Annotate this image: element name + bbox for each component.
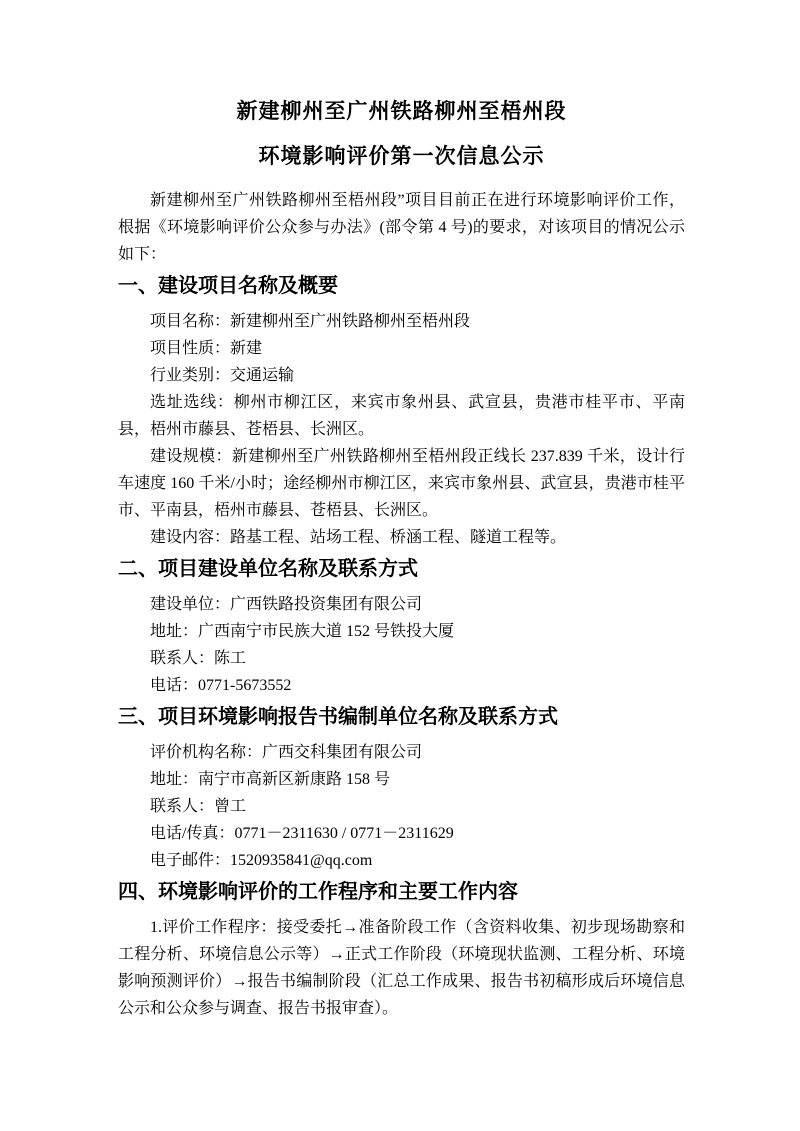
field-eia-agency-name: 评价机构名称：广西交科集团有限公司	[150, 744, 423, 761]
section-heading-work-procedure: 四、环境影响评价的工作程序和主要工作内容	[118, 881, 518, 903]
field-project-name: 项目名称：新建柳州至广州铁路柳州至梧州段	[150, 313, 471, 330]
paragraph-work-procedure: 1.评价工作程序：接受委托→准备阶段工作（含资料收集、初步现场勘察和工程分析、环境信息公示等）→正式工作阶段（环境现状监测、工程分析、环境影响预测评价）→报告书编制阶段（汇总工作成果、报告书初稿形成后环境信息公示和公众参与调查、报告书报审查）。	[118, 919, 685, 1017]
field-construction-scale: 建设规模：新建柳州至广州铁路柳州至梧州段正线长 237.839 千米，设计行车速度 160 千米/小时；途经柳州市柳江区，来宾市象州县、武宣县，贵港市桂平市、平南县，梧州市藤县、苍梧县、长洲区。	[118, 448, 685, 519]
section-heading-construction-unit: 二、项目建设单位名称及联系方式	[118, 558, 418, 580]
section-heading-project-overview: 一、建设项目名称及概要	[118, 275, 338, 297]
field-unit-phone: 电话：0771-5673552	[150, 677, 292, 694]
field-agency-contact-person: 联系人：曾工	[150, 798, 247, 815]
doc-title-line1: 新建柳州至广州铁路柳州至梧州段	[236, 100, 567, 123]
section-heading-eia-agency: 三、项目环境影响报告书编制单位名称及联系方式	[118, 706, 558, 728]
doc-title-line2: 环境影响评价第一次信息公示	[258, 145, 545, 168]
field-construction-unit: 建设单位：广西铁路投资集团有限公司	[150, 596, 423, 613]
field-construction-content: 建设内容：路基工程、站场工程、桥涵工程、隧道工程等。	[150, 529, 567, 546]
field-agency-address: 地址：南宁市高新区新康路 158 号	[150, 771, 391, 788]
field-project-nature: 项目性质：新建	[150, 340, 263, 357]
field-agency-phone-fax: 电话/传真：0771－2311630 / 0771－2311629	[150, 825, 454, 842]
field-unit-contact-person: 联系人：陈工	[150, 650, 247, 667]
field-site-selection: 选址选线：柳州市柳江区，来宾市象州县、武宣县，贵港市桂平市、平南县，梧州市藤县、苍梧县、长洲区。	[118, 394, 685, 438]
field-industry-category: 行业类别：交通运输	[150, 367, 295, 384]
intro-paragraph: 新建柳州至广州铁路柳州至梧州段”项目目前正在进行环境影响评价工作，根据《环境影响评价公众参与办法》(部令第 4 号)的要求，对该项目的情况公示如下：	[118, 192, 685, 263]
field-agency-email: 电子邮件：1520935841@qq.com	[150, 852, 373, 869]
field-unit-address: 地址：广西南宁市民族大道 152 号铁投大厦	[150, 623, 455, 640]
